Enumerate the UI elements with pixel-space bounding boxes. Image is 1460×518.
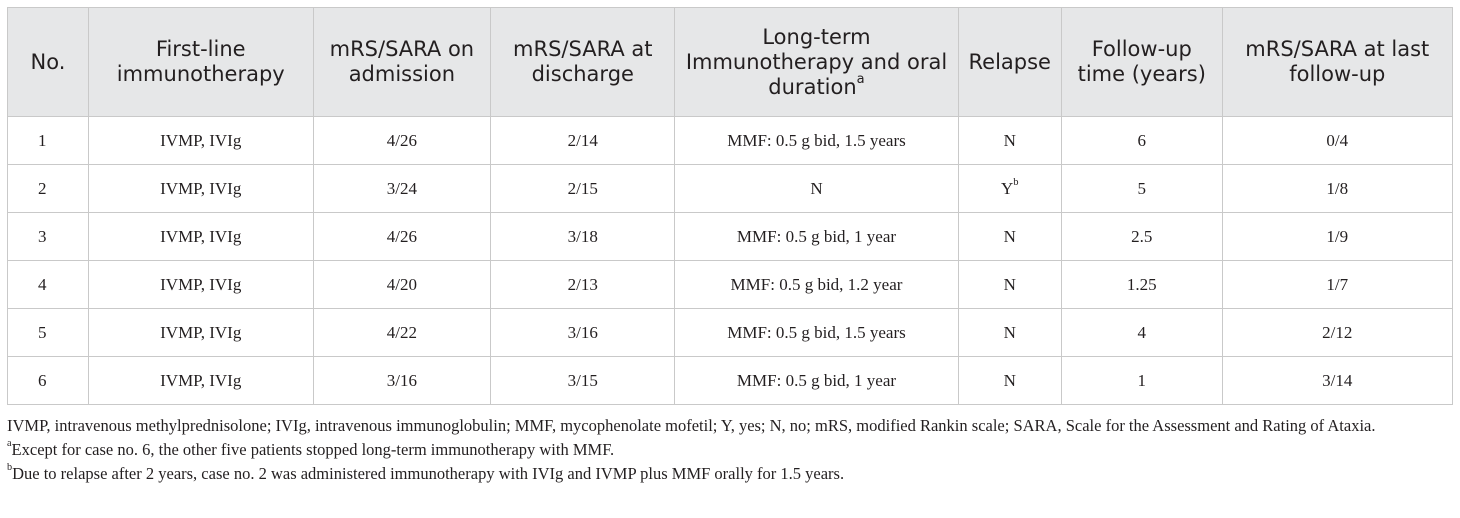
- cell-no: 6: [8, 357, 89, 405]
- footnote-marker: b: [1013, 176, 1019, 188]
- header-no: No.: [8, 8, 89, 117]
- cell-followup: 6: [1061, 117, 1222, 165]
- cell-admission: 3/24: [313, 165, 491, 213]
- table-row: [8, 165, 1453, 213]
- footnote-b: $^b$Due to relapse after 2 years, case no. 2 was administered immunotherapy with IVIg and IVMP plus MMF orally for 1.5 years.: [7, 462, 845, 483]
- cell-long-term: MMF: 0.5 g bid, 1.2 year: [675, 261, 958, 309]
- table-body: [8, 117, 1453, 405]
- cell-discharge: 2/14: [491, 117, 675, 165]
- footnote-marker-a: a: [856, 71, 865, 87]
- table-row: [8, 117, 1453, 165]
- cell-last-followup: 0/4: [1222, 117, 1452, 165]
- cell-followup: 1.25: [1061, 261, 1222, 309]
- header-relapse: Relapse: [958, 8, 1061, 117]
- cell-first-line: IVMP, IVIg: [88, 117, 313, 165]
- cell-admission: 4/26: [313, 117, 491, 165]
- cell-first-line: IVMP, IVIg: [88, 357, 313, 405]
- cell-last-followup: 1/8: [1222, 165, 1452, 213]
- cell-relapse: $Y^b$: [958, 165, 1061, 213]
- cell-no: 3: [8, 213, 89, 261]
- table-notes: [7, 415, 1453, 485]
- cell-last-followup: 3/14: [1222, 357, 1452, 405]
- cell-discharge: 2/13: [491, 261, 675, 309]
- cell-relapse: N: [958, 309, 1061, 357]
- header-last-followup: mRS/SARA at last follow-up: [1222, 8, 1452, 117]
- cell-long-term: MMF: 0.5 g bid, 1.5 years: [675, 117, 958, 165]
- cell-first-line: IVMP, IVIg: [88, 165, 313, 213]
- cell-discharge: 2/15: [491, 165, 675, 213]
- table-container: [7, 7, 1453, 405]
- cell-last-followup: 1/9: [1222, 213, 1452, 261]
- cell-followup: 2.5: [1061, 213, 1222, 261]
- cell-long-term: MMF: 0.5 g bid, 1.5 years: [675, 309, 958, 357]
- cell-followup: 1: [1061, 357, 1222, 405]
- cell-followup: 4: [1061, 309, 1222, 357]
- cell-first-line: IVMP, IVIg: [88, 309, 313, 357]
- table-row: [8, 261, 1453, 309]
- cell-discharge: 3/16: [491, 309, 675, 357]
- cell-relapse: N: [958, 117, 1061, 165]
- header-followup: Follow-up time (years): [1061, 8, 1222, 117]
- cell-no: 5: [8, 309, 89, 357]
- cell-followup: 5: [1061, 165, 1222, 213]
- cell-admission: 4/20: [313, 261, 491, 309]
- cell-long-term: N: [675, 165, 958, 213]
- cell-no: 1: [8, 117, 89, 165]
- cell-last-followup: 2/12: [1222, 309, 1452, 357]
- cell-first-line: IVMP, IVIg: [88, 213, 313, 261]
- header-discharge: mRS/SARA at discharge: [491, 8, 675, 117]
- abbreviations-note: IVMP, intravenous methylprednisolone; IVIg, intravenous immunoglobulin; MMF, mycophenolate mofetil; Y, yes; N, no; mRS, modified Rankin scale; SARA, Scale for the Assessment and Rating of Ataxia.: [7, 416, 1376, 435]
- header-long-term: Long-term Immunotherapy and oral duration$^a$: [675, 8, 958, 117]
- table-row: [8, 357, 1453, 405]
- cell-no: 2: [8, 165, 89, 213]
- header-admission: mRS/SARA on admission: [313, 8, 491, 117]
- cell-admission: 4/26: [313, 213, 491, 261]
- results-table: [7, 7, 1453, 405]
- cell-discharge: 3/15: [491, 357, 675, 405]
- cell-admission: 3/16: [313, 357, 491, 405]
- cell-long-term: MMF: 0.5 g bid, 1 year: [675, 213, 958, 261]
- cell-long-term: MMF: 0.5 g bid, 1 year: [675, 357, 958, 405]
- cell-first-line: IVMP, IVIg: [88, 261, 313, 309]
- cell-no: 4: [8, 261, 89, 309]
- cell-admission: 4/22: [313, 309, 491, 357]
- header-row: [8, 8, 1453, 117]
- table-row: [8, 309, 1453, 357]
- cell-relapse: N: [958, 213, 1061, 261]
- cell-relapse: N: [958, 357, 1061, 405]
- cell-last-followup: 1/7: [1222, 261, 1452, 309]
- table-row: [8, 213, 1453, 261]
- header-first-line: First-line immunotherapy: [88, 8, 313, 117]
- footnote-a: $^a$Except for case no. 6, the other five patients stopped long-term immunotherapy with MMF.: [7, 438, 615, 459]
- cell-discharge: 3/18: [491, 213, 675, 261]
- cell-relapse: N: [958, 261, 1061, 309]
